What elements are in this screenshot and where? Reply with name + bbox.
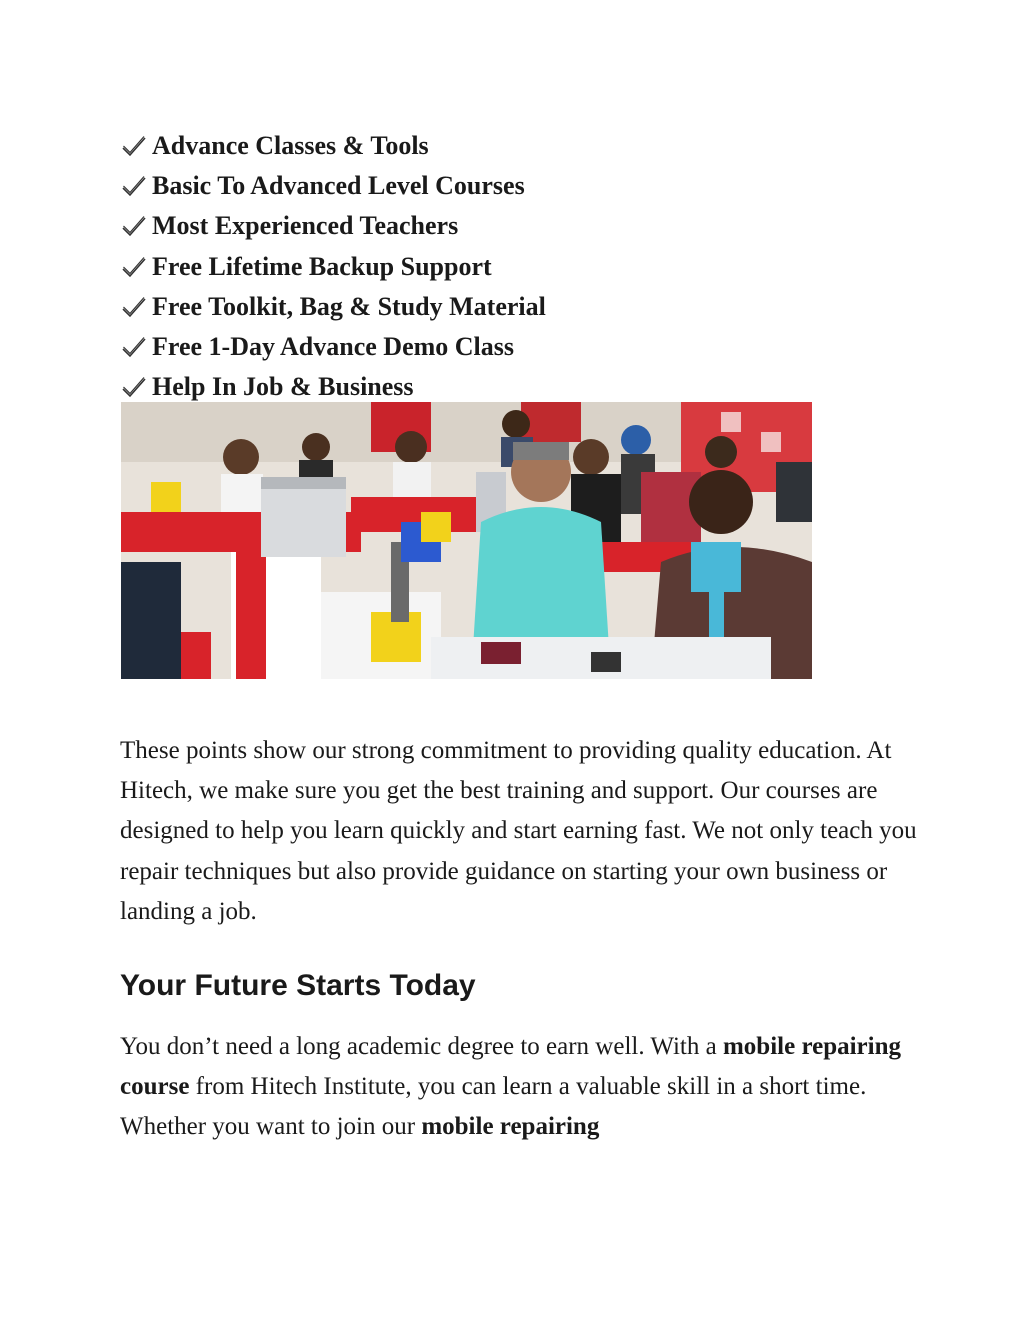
checklist-item: [120, 206, 546, 246]
paragraph-text: You don’t need a long academic degree to earn well. With a: [120, 1033, 723, 1060]
checklist-item-label: Free 1-Day Advance Demo Class: [152, 332, 515, 362]
checklist-item: [120, 247, 546, 287]
checklist-item-label: Free Toolkit, Bag & Study Material: [152, 291, 546, 321]
check-mark-icon: [120, 294, 148, 322]
check-mark-icon: [120, 173, 148, 201]
check-mark-icon: [120, 334, 148, 362]
paragraph-text: from Hitech Institute, you can learn a valuable skill in a short time. Whether you want to join our: [120, 1073, 867, 1141]
feature-checklist: [120, 126, 546, 407]
bold-phrase: mobile repairing: [421, 1113, 600, 1141]
checklist-item-label: Help In Job & Business: [152, 372, 414, 402]
checklist-item-label: Basic To Advanced Level Courses: [152, 171, 525, 201]
checklist-item-label: Advance Classes & Tools: [152, 131, 429, 161]
section-heading: Your Future Starts Today: [120, 969, 476, 1002]
checklist-item-label: Most Experienced Teachers: [152, 211, 459, 241]
checklist-item: [120, 126, 546, 166]
check-mark-icon: [120, 213, 148, 241]
checklist-item: [120, 287, 546, 327]
paragraph-commitment: These points show our strong commitment to providing quality education. At Hitech, we make sure you get the best training and support. Our courses are designed to help you learn quickly and start earning fast. We not only teach you repair techniques but also provide guidance on starting your own business or landing a job.: [120, 737, 917, 925]
check-mark-icon: [120, 254, 148, 282]
bold-phrase: mobile repairing course: [120, 1033, 901, 1101]
checklist-item: [120, 327, 546, 367]
check-mark-icon: [120, 374, 148, 402]
classroom-photo: [121, 402, 812, 679]
paragraph-future: [120, 1027, 920, 1148]
checklist-item-label: Free Lifetime Backup Support: [152, 251, 492, 281]
check-mark-icon: [120, 133, 148, 161]
checklist-item: [120, 166, 546, 206]
